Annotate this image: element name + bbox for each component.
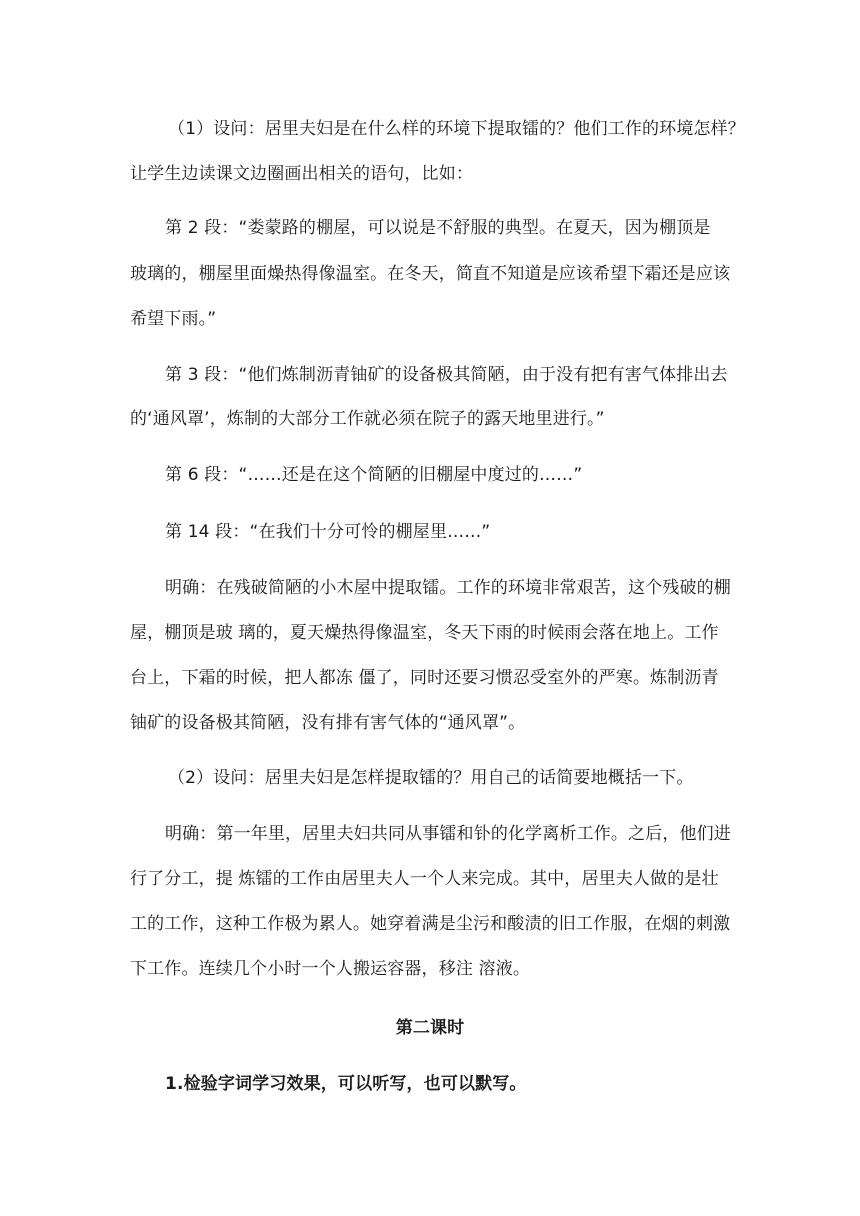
- paragraph-2-quote-line-3: 希望下雨。”: [130, 309, 217, 329]
- task-item-1: 1.检验字词学习效果，可以听写，也可以默写。: [165, 1074, 527, 1094]
- question-1-line-1: （1）设问：居里夫妇是在什么样的环境下提取镭的？他们工作的环境怎样？: [168, 119, 745, 139]
- section-title: 第二课时: [395, 1018, 465, 1038]
- paragraph-2-quote-line-2: 玻璃的，棚屋里面燥热得像温室。在冬天，简直不知道是应该希望下霜还是应该: [130, 264, 731, 284]
- paragraph-2-quote-line-1: 第 2 段：“娄蒙路的棚屋，可以说是不舒服的典型。在夏天，因为棚顶是: [165, 218, 711, 238]
- paragraph-3-quote-line-1: 第 3 段：“他们炼制沥青铀矿的设备极其简陋，由于没有把有害气体排出去: [165, 365, 728, 385]
- answer-1-line-2: 屋，棚顶是玻 璃的，夏天燥热得像温室，冬天下雨的时候雨会落在地上。工作: [130, 623, 719, 643]
- answer-1-line-1: 明确：在残破简陋的小木屋中提取镭。工作的环境非常艰苦，这个残破的棚: [165, 578, 731, 598]
- paragraph-14-quote: 第 14 段：“在我们十分可怜的棚屋里……”: [165, 522, 491, 542]
- answer-1-line-3: 台上，下霜的时候，把人都冻 僵了，同时还要习惯忍受室外的严寒。炼制沥青: [130, 668, 719, 688]
- paragraph-6-quote: 第 6 段：“……还是在这个简陋的旧棚屋中度过的……”: [165, 465, 583, 485]
- question-1-line-2: 让学生边读课文边圈画出相关的语句，比如：: [130, 164, 473, 184]
- paragraph-3-quote-line-2: 的‘通风罩’，炼制的大部分工作就必须在院子的露天地里进行。”: [130, 409, 605, 429]
- question-2-line: （2）设问：居里夫妇是怎样提取镭的？用自己的话简要地概括一下。: [168, 768, 694, 788]
- answer-2-line-4: 下工作。连续几个小时一个人搬运容器，移注 溶液。: [130, 959, 531, 979]
- answer-2-line-3: 工的工作，这种工作极为累人。她穿着满是尘污和酸渍的旧工作服，在烟的刺激: [130, 914, 731, 934]
- answer-2-line-2: 行了分工，提 炼镭的工作由居里夫人一个人来完成。其中，居里夫人做的是壮: [130, 869, 719, 889]
- answer-2-line-1: 明确：第一年里，居里夫妇共同从事镭和钋的化学离析工作。之后，他们进: [165, 824, 731, 844]
- answer-1-line-4: 铀矿的设备极其简陋，没有排有害气体的“通风罩”。: [130, 713, 526, 733]
